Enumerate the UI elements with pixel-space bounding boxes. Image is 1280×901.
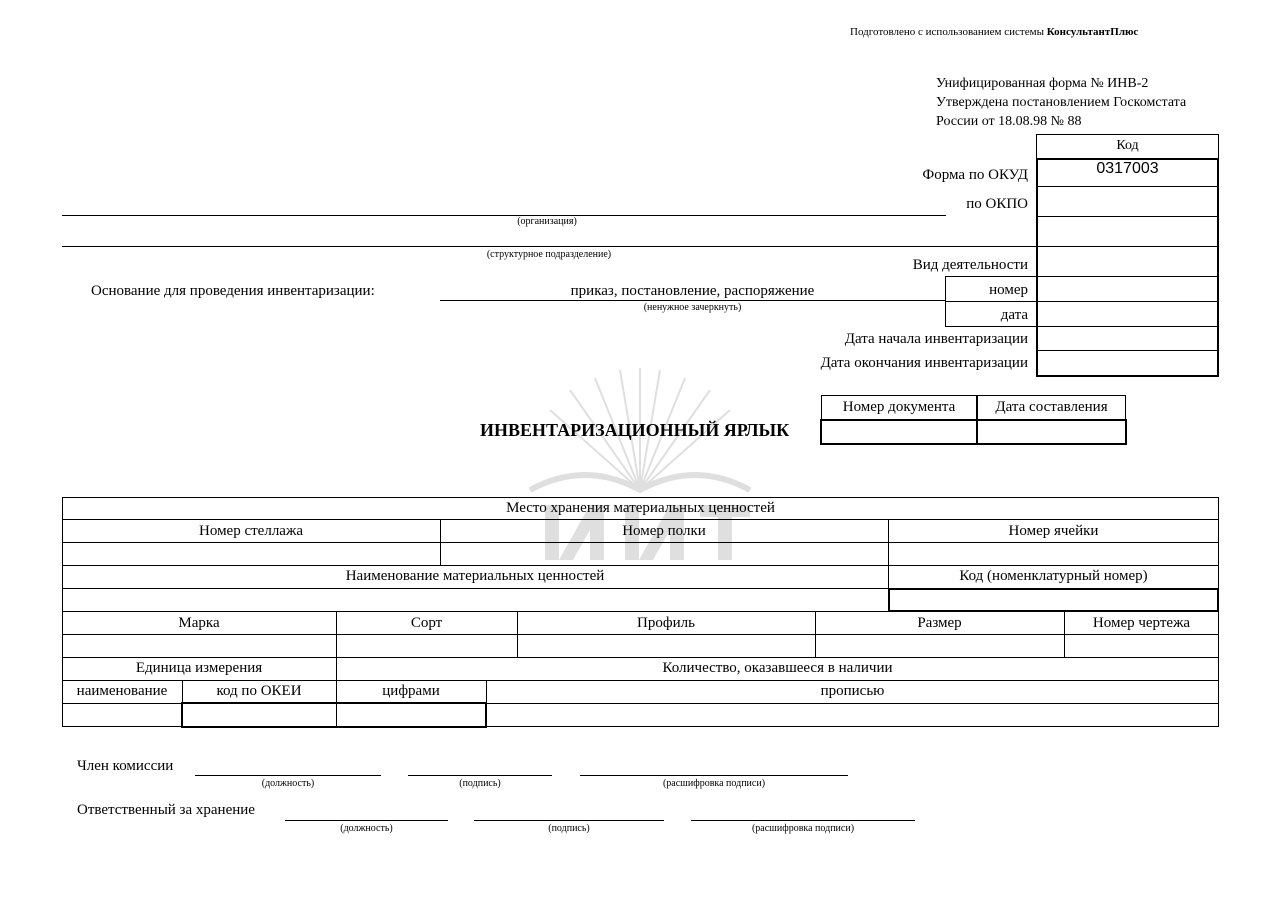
- basis-label: Основание для проведения инвентаризации:: [91, 283, 375, 299]
- commission-member-label: Член комиссии: [77, 758, 174, 774]
- okud-code-value[interactable]: 0317003: [1096, 160, 1159, 177]
- unit-code-header: код по ОКЕИ: [216, 683, 302, 699]
- brand-header: Марка: [178, 615, 220, 631]
- member-position-caption: (должность): [261, 778, 315, 789]
- drawing-header: Номер чертежа: [1092, 615, 1191, 631]
- activity-label: Вид деятельности: [912, 257, 1028, 273]
- end-date-label: Дата окончания инвентаризации: [820, 355, 1028, 371]
- responsible-position-line[interactable]: [285, 820, 448, 821]
- member-signature-line[interactable]: [408, 775, 552, 776]
- department-caption: (структурное подразделение): [486, 249, 612, 260]
- code-column-header: Код: [1036, 134, 1219, 159]
- responsible-position-caption: (должность): [340, 823, 393, 834]
- start-date-label: Дата начала инвентаризации: [844, 331, 1028, 347]
- rack-header: Номер стеллажа: [199, 523, 303, 539]
- member-signature-caption: (подпись): [459, 778, 501, 789]
- unit-name-header: наименование: [76, 683, 168, 699]
- form-line-1: Унифицированная форма № ИНВ-2: [936, 76, 1149, 91]
- unit-header: Единица измерения: [135, 660, 263, 676]
- responsible-signature-line[interactable]: [474, 820, 664, 821]
- basis-line: [440, 300, 945, 301]
- qty-words-header: прописью: [820, 683, 885, 699]
- member-position-line[interactable]: [195, 775, 381, 776]
- codes-frame: [1036, 158, 1219, 377]
- shelf-header: Номер полки: [622, 523, 706, 539]
- doc-number-field[interactable]: [823, 422, 973, 442]
- member-decoding-caption: (расшифровка подписи): [662, 778, 766, 789]
- responsible-label: Ответственный за хранение: [77, 802, 255, 818]
- document-title: ИНВЕНТАРИЗАЦИОННЫЙ ЯРЛЫК: [480, 420, 790, 440]
- nomenclature-code-field[interactable]: [888, 588, 1219, 612]
- organization-caption: (организация): [517, 216, 577, 227]
- form-line-2: Утверждена постановлением Госкомстата: [936, 95, 1187, 110]
- doc-number-label: Номер документа: [842, 399, 956, 415]
- storage-header: Место хранения материальных ценностей: [506, 500, 775, 516]
- basis-caption: (ненужное зачеркнуть): [643, 302, 742, 313]
- responsible-signature-caption: (подпись): [548, 823, 590, 834]
- code-header: Код (номенклатурный номер): [959, 568, 1148, 584]
- responsible-decoding-caption: (расшифровка подписи): [751, 823, 855, 834]
- department-line[interactable]: [62, 246, 1036, 247]
- unit-code-qty-fields[interactable]: [181, 702, 487, 728]
- name-header: Наименование материальных ценностей: [345, 568, 605, 584]
- qty-digits-header: цифрами: [382, 683, 440, 699]
- date-label: дата: [1000, 307, 1028, 323]
- doc-date-field[interactable]: [979, 422, 1124, 442]
- size-header: Размер: [917, 615, 962, 631]
- profile-header: Профиль: [637, 615, 695, 631]
- basis-value[interactable]: приказ, постановление, распоряжение: [570, 283, 815, 299]
- responsible-decoding-line[interactable]: [691, 820, 915, 821]
- qty-header: Количество, оказавшееся в наличии: [662, 660, 893, 676]
- doc-date-label: Дата составления: [995, 399, 1108, 415]
- cell-header: Номер ячейки: [1008, 523, 1099, 539]
- prepared-note: Подготовлено с использованием системы КонсультантПлюс: [850, 26, 1139, 38]
- okpo-label: по ОКПО: [966, 196, 1028, 212]
- form-line-3: России от 18.08.98 № 88: [936, 114, 1082, 129]
- grade-header: Сорт: [410, 615, 443, 631]
- number-label: номер: [989, 282, 1028, 298]
- okud-label: Форма по ОКУД: [922, 167, 1028, 183]
- member-decoding-line[interactable]: [580, 775, 848, 776]
